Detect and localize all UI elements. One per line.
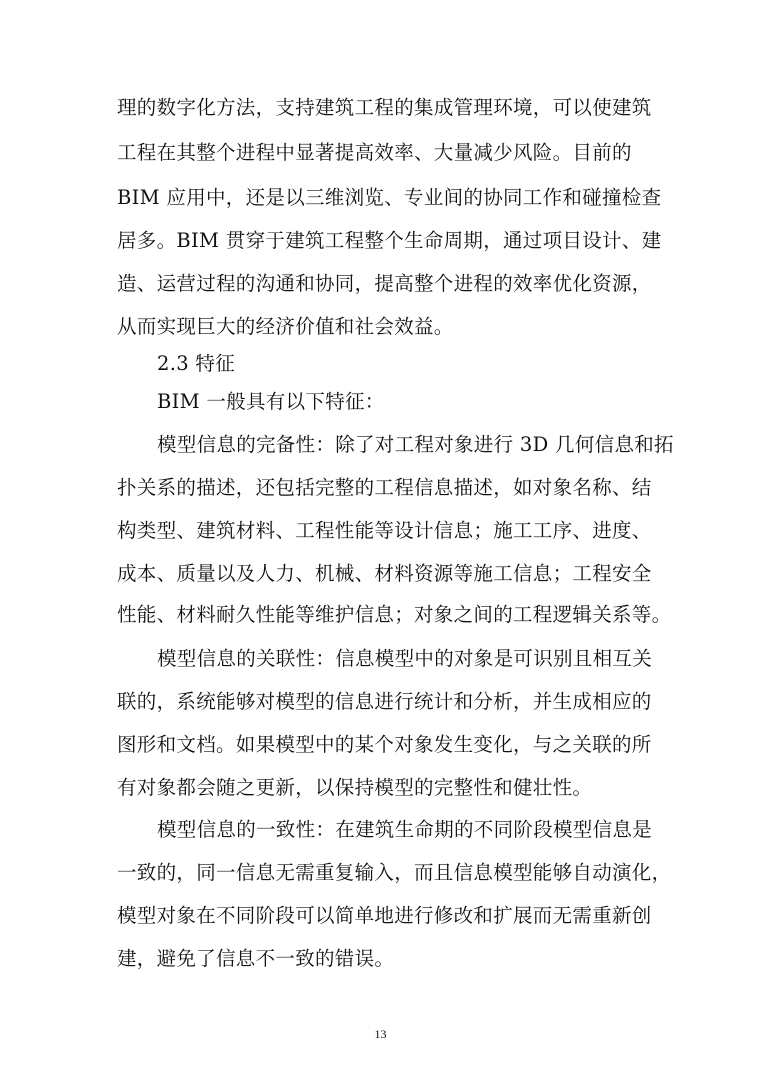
text-line: 理的数字化方法，支持建筑工程的集成管理环境，可以使建筑 [117,96,652,119]
text-line: 造、运营过程的沟通和协同，提高整个进程的效率优化资源， [117,272,652,295]
text-line: 扑关系的描述，还包括完整的工程信息描述，如对象名称、结 [117,476,652,499]
page-number: 13 [374,1027,387,1041]
paragraph-start-line: 模型信息的完备性：除了对工程对象进行 3D 几何信息和拓 [157,433,674,456]
text-line: 成本、质量以及人力、机械、材料资源等施工信息；工程安全 [117,562,652,585]
text-line: 建，避免了信息不一致的错误。 [117,947,395,970]
text-line: 有对象都会随之更新，以保持模型的完整性和健壮性。 [117,776,593,799]
text-line: 居多。BIM 贯穿于建筑工程整个生命周期，通过项目设计、建 [117,229,662,252]
text-line: 模型对象在不同阶段可以简单地进行修改和扩展而无需重新创 [117,904,652,927]
text-line: 从而实现巨大的经济价值和社会效益。 [117,315,454,338]
paragraph-start-line: 模型信息的一致性：在建筑生命期的不同阶段模型信息是 [157,818,653,841]
text-line: 图形和文档。如果模型中的某个对象发生变化，与之关联的所 [117,733,652,756]
text-line: BIM 一般具有以下特征： [157,390,385,413]
text-line: 一致的，同一信息无需重复输入，而且信息模型能够自动演化， [117,861,672,884]
section-heading: 2.3 特征 [157,352,236,375]
text-line: 性能、材料耐久性能等维护信息；对象之间的工程逻辑关系等。 [117,603,672,626]
text-line: BIM 应用中，还是以三维浏览、专业间的协同工作和碰撞检查 [117,186,662,209]
paragraph-start-line: 模型信息的关联性：信息模型中的对象是可识别且相互关 [157,647,653,670]
text-line: 工程在其整个进程中显著提高效率、大量减少风险。目前的 [117,141,632,164]
text-line: 构类型、建筑材料、工程性能等设计信息；施工工序、进度、 [117,519,652,542]
text-line: 联的，系统能够对模型的信息进行统计和分析，并生成相应的 [117,690,652,713]
